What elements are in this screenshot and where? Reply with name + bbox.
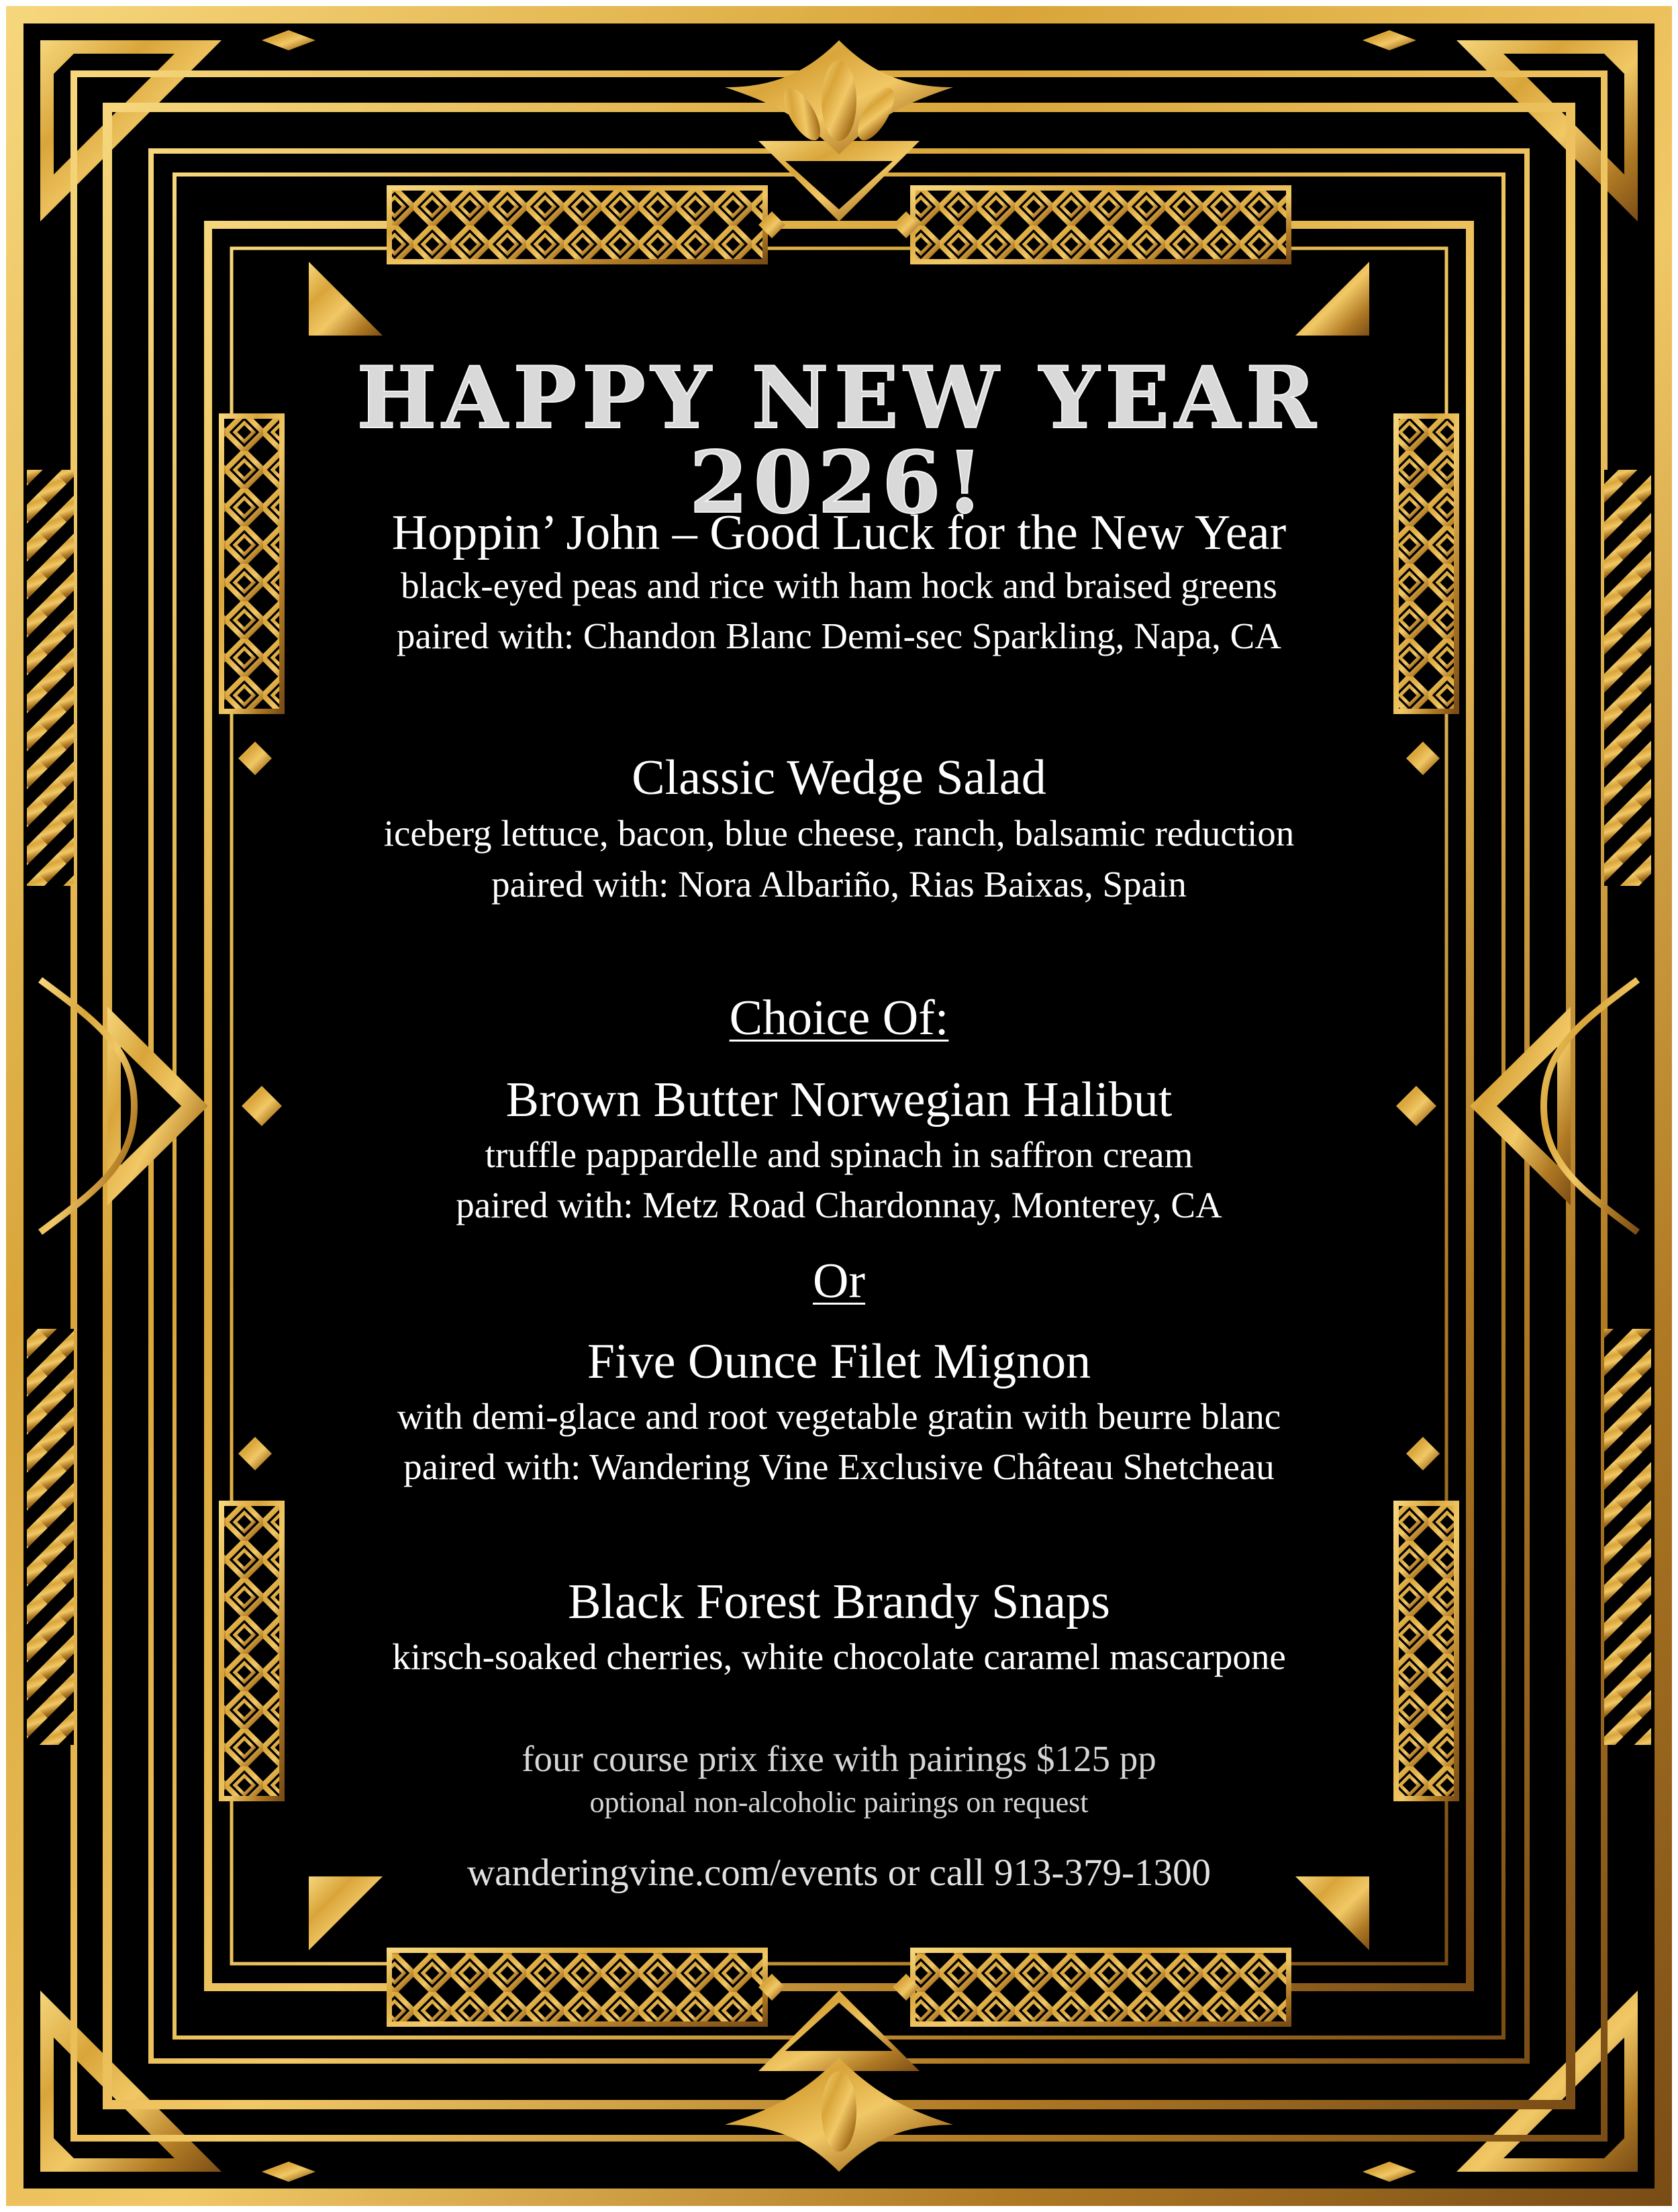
dessert-description: kirsch-soaked cherries, white chocolate caramel mascarpone (392, 1636, 1286, 1677)
entree-1-name: Brown Butter Norwegian Halibut (505, 1072, 1173, 1127)
course-1-pairing: paired with: Chandon Blanc Demi-sec Sparkling, Napa, CA (396, 615, 1282, 656)
entree-2-name: Five Ounce Filet Mignon (587, 1334, 1091, 1389)
menu-content (282, 336, 1396, 1946)
non-alcoholic-note: optional non-alcoholic pairings on request (589, 1786, 1089, 1819)
course-1-name: Hoppin’ John – Good Luck for the New Year (391, 505, 1287, 560)
course-1-description: black-eyed peas and rice with ham hock and braised greens (401, 565, 1277, 606)
price-line: four course prix fixe with pairings $125 pp (522, 1738, 1156, 1779)
entree-2-pairing: paired with: Wandering Vine Exclusive Château Shetcheau (403, 1446, 1275, 1487)
or-label: Or (812, 1254, 866, 1309)
course-2-description: iceberg lettuce, bacon, blue cheese, ranch, balsamic reduction (383, 813, 1295, 854)
course-2-pairing: paired with: Nora Albariño, Rias Baixas, Spain (491, 864, 1187, 905)
course-2-name: Classic Wedge Salad (632, 750, 1046, 805)
entree-1-description: truffle pappardelle and spinach in saffron cream (485, 1134, 1193, 1175)
contact-line: wanderingvine.com/events or call 913-379-1300 (466, 1852, 1212, 1894)
entree-2-description: with demi-glace and root vegetable gratin with beurre blanc (397, 1396, 1281, 1437)
choice-heading: Choice Of: (729, 991, 949, 1046)
page-title: HAPPY NEW YEAR 2026! (356, 348, 1322, 532)
dessert-name: Black Forest Brandy Snaps (568, 1574, 1110, 1629)
entree-1-pairing: paired with: Metz Road Chardonnay, Monterey, CA (456, 1185, 1222, 1225)
